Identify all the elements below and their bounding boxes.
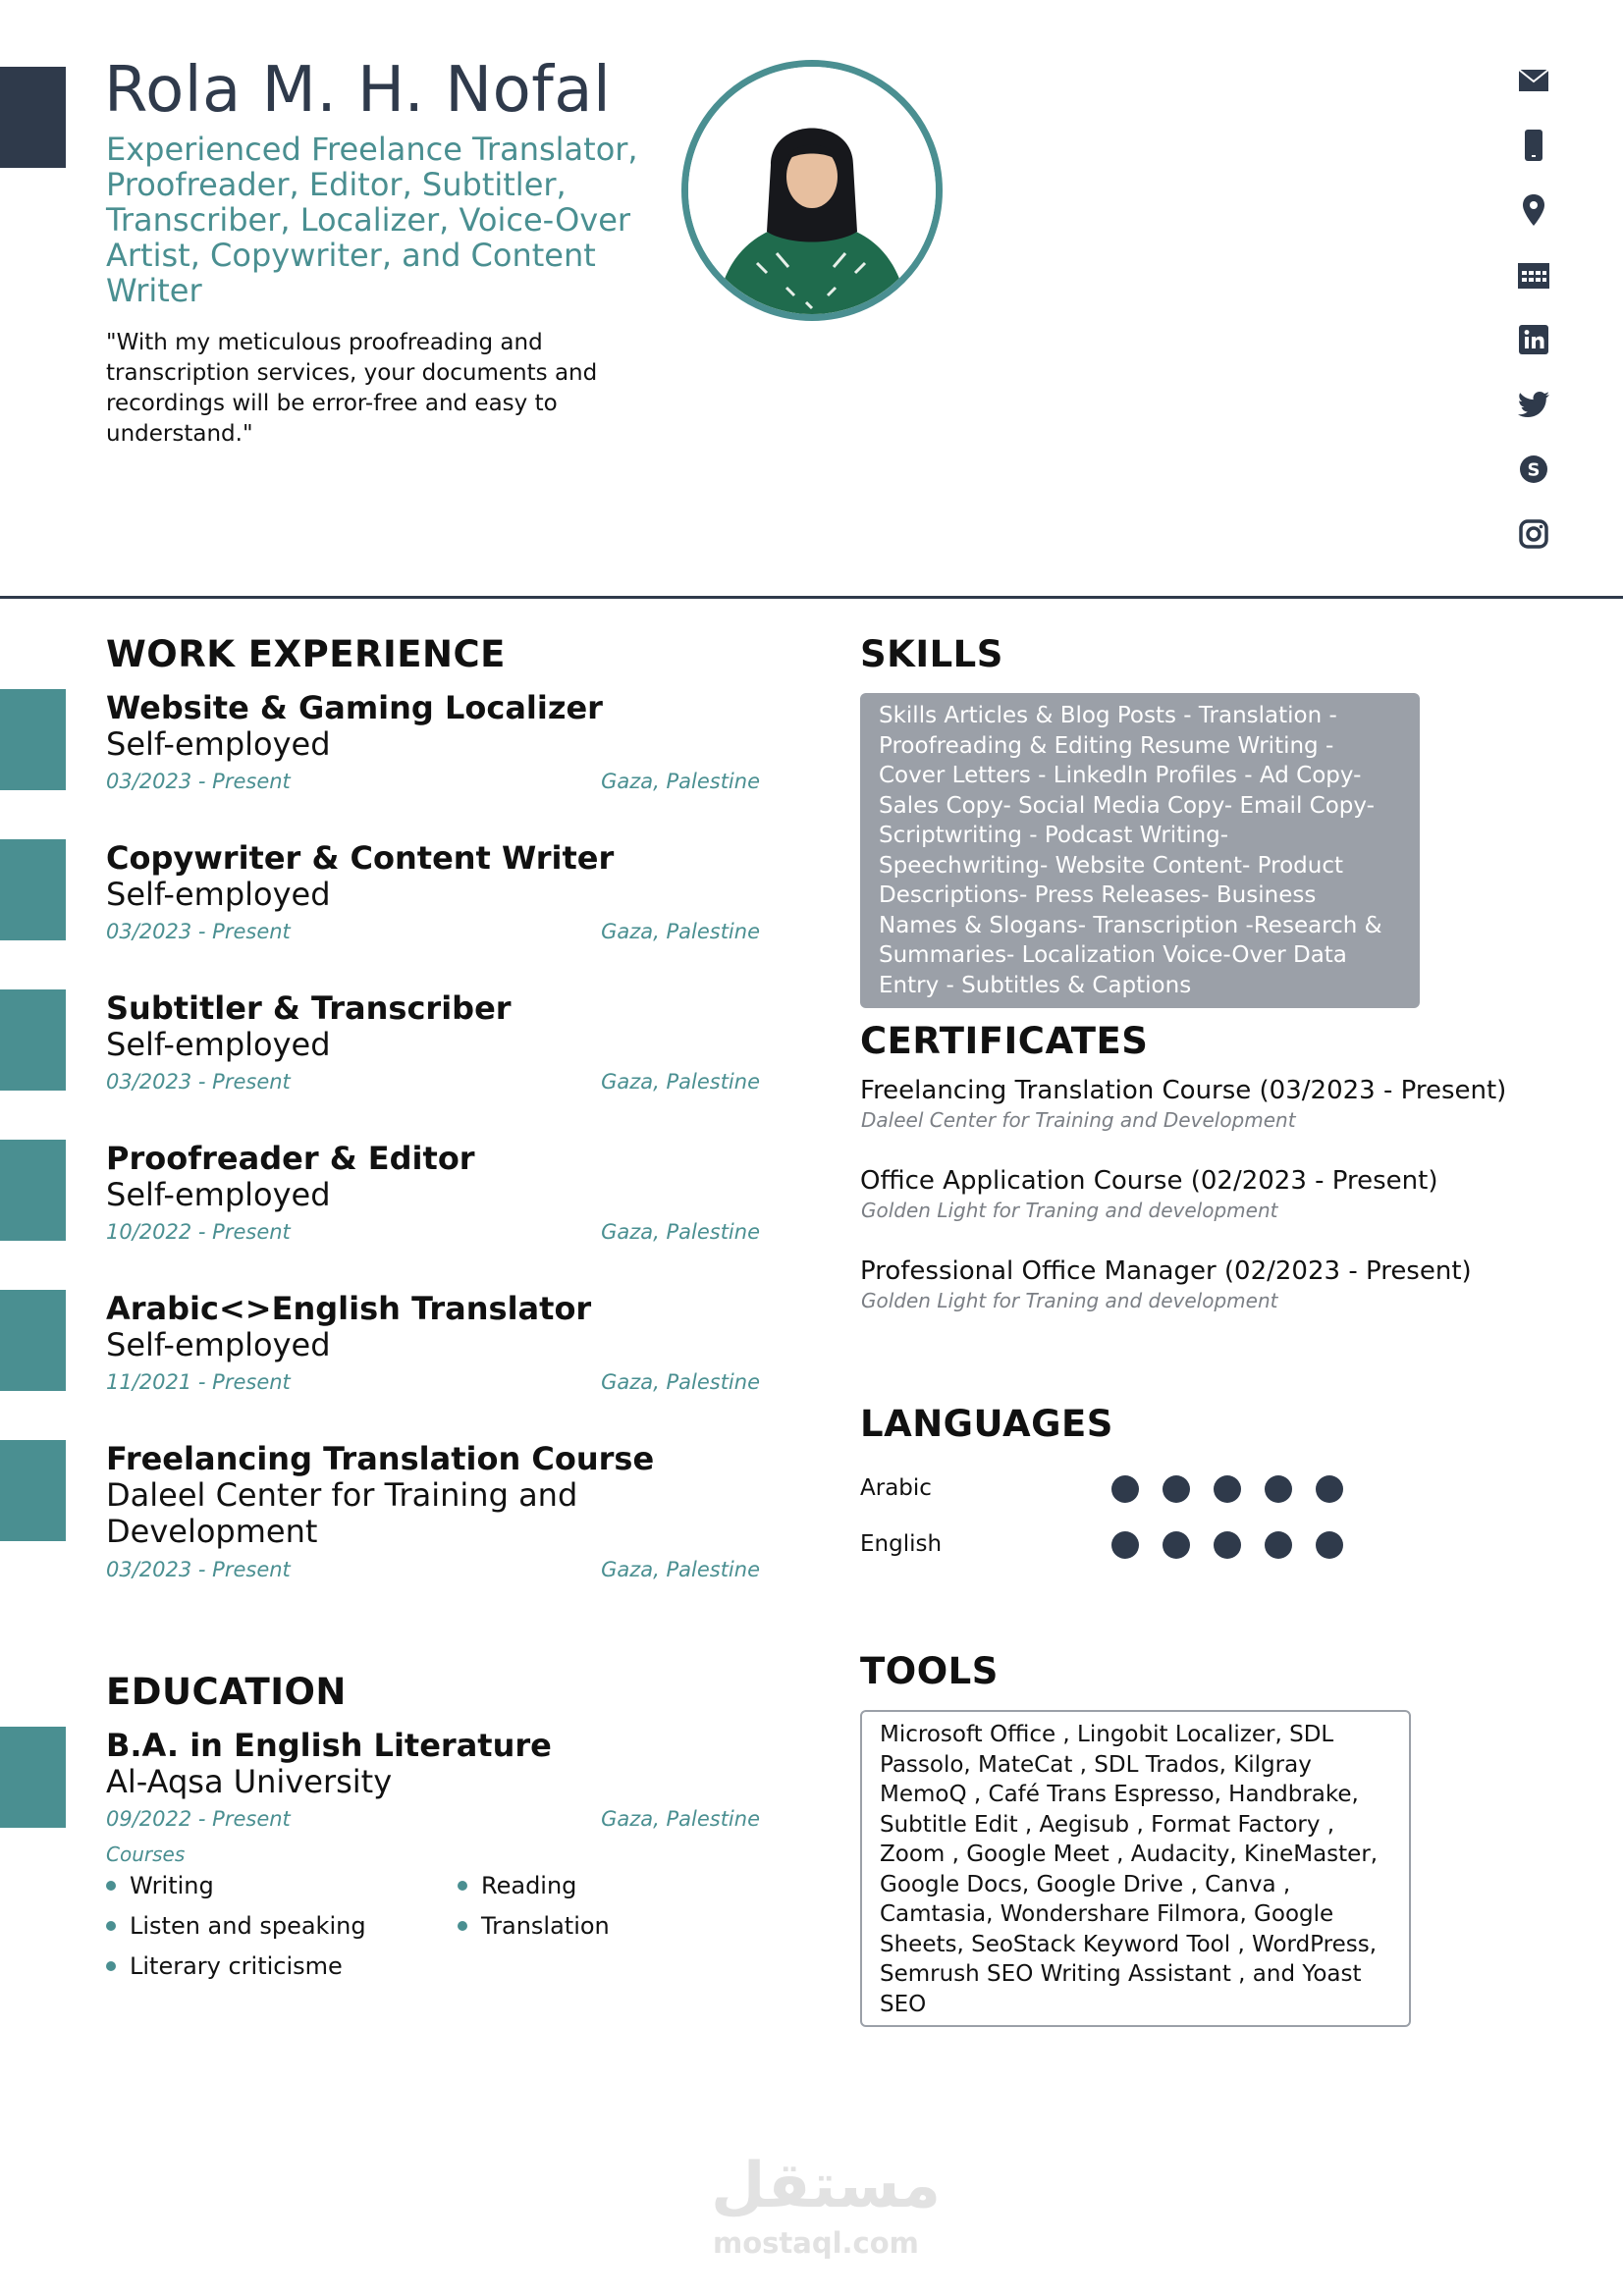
experience-org: Self-employed [106,725,331,763]
experience-role: Arabic<>English Translator [106,1290,592,1327]
education-date: 09/2022 - Present [106,1807,291,1831]
experience-accent-bar [0,1140,66,1241]
education-location: Gaza, Palestine [601,1807,760,1831]
experience-item [0,989,766,1097]
course-item [458,1912,610,1940]
header-accent-bar [0,67,66,168]
experience-item [0,1140,766,1248]
envelope-icon[interactable] [1514,61,1553,100]
experience-item [0,1440,766,1587]
course-item [458,1872,576,1899]
education-degree: B.A. in English Literature [106,1727,552,1764]
bullet-icon [106,1961,116,1971]
watermark-logo-arabic: مستقل [711,2150,942,2222]
language-level-dots [1111,1475,1343,1503]
header-divider [0,596,1623,599]
candidate-headline: Experienced Freelance Translator, Proofreader, Editor, Subtitler, Transcriber, Localizer, Voice-Over Artist, Copywriter, and Content Writer [106,131,638,309]
experience-date: 11/2021 - Present [106,1370,291,1394]
experience-accent-bar [0,1290,66,1391]
experience-org: Daleel Center for Training and Development [106,1476,578,1550]
courses-label: Courses [106,1842,186,1866]
languages-title: LANGUAGES [860,1403,1113,1445]
certificate-issuer: Golden Light for Traning and development [861,1289,1278,1312]
bullet-icon [458,1881,467,1891]
experience-date: 03/2023 - Present [106,770,291,793]
experience-date: 03/2023 - Present [106,1558,291,1581]
experience-accent-bar [0,689,66,790]
experience-date: 10/2022 - Present [106,1220,291,1244]
language-level-dot [1214,1475,1241,1503]
course-label: Literary criticisme [130,1952,343,1980]
education-item [0,1727,766,1835]
experience-date: 03/2023 - Present [106,920,291,943]
profile-photo [681,60,943,321]
language-level-dot [1163,1475,1190,1503]
work-experience-title: WORK EXPERIENCE [106,633,506,675]
course-label: Writing [130,1872,214,1899]
experience-org: Self-employed [106,1176,331,1213]
language-level-dots [1111,1531,1343,1559]
watermark-logo-url: mostaql.com [713,2226,919,2260]
certificate-name: Professional Office Manager (02/2023 - Present) [860,1256,1472,1286]
course-label: Translation [481,1912,610,1940]
certificate-issuer: Golden Light for Traning and development [861,1199,1278,1222]
course-item [106,1912,366,1940]
course-label: Listen and speaking [130,1912,366,1940]
language-level-dot [1214,1531,1241,1559]
language-level-dot [1265,1475,1292,1503]
certificate-name: Freelancing Translation Course (03/2023 - Present) [860,1076,1507,1105]
language-name: English [860,1531,943,1557]
mobile-phone-icon[interactable] [1514,126,1553,165]
language-level-dot [1163,1531,1190,1559]
experience-item [0,1290,766,1398]
education-title: EDUCATION [106,1671,347,1713]
experience-location: Gaza, Palestine [601,1220,760,1244]
experience-role: Subtitler & Transcriber [106,989,512,1027]
location-pin-icon[interactable] [1514,190,1553,230]
language-level-dot [1111,1475,1139,1503]
skills-box: Skills Articles & Blog Posts - Translation - Proofreading & Editing Resume Writing - Cover Letters - LinkedIn Profiles - Ad Copy- Sales Copy- Social Media Copy- Email Copy- Scriptwriting - Podcast Writing- Speechwriting- Website Content- Product Descriptions- Press Releases- Business Names & Slogans- Transcription -Research & Summaries- Localization Voice-Over Data Entry - Subtitles & Captions [860,693,1420,1008]
language-name: Arabic [860,1475,932,1501]
education-school: Al-Aqsa University [106,1763,393,1800]
tools-box: Microsoft Office , Lingobit Localizer, SDL Passolo, MateCat , SDL Trados, Kilgray MemoQ , Café Trans Espresso, Handbrake, Subtitle Edit , Aegisub , Format Factory , Zoom , Google Meet , Audacity, KineMaster, Google Docs, Google Drive , Canva , Camtasia, Wondershare Filmora, Google Sheets, SeoStack Keyword Tool , WordPress, Semrush SEO Writing Assistant , and Yoast SEO [860,1710,1411,2027]
twitter-icon[interactable] [1514,385,1553,424]
language-level-dot [1316,1475,1343,1503]
experience-location: Gaza, Palestine [601,1070,760,1094]
bullet-icon [458,1921,467,1931]
experience-role: Proofreader & Editor [106,1140,475,1177]
contact-icons [1514,61,1553,579]
certificate-issuer: Daleel Center for Training and Development [861,1108,1296,1132]
experience-location: Gaza, Palestine [601,1370,760,1394]
experience-role: Website & Gaming Localizer [106,689,603,726]
language-level-dot [1265,1531,1292,1559]
tools-title: TOOLS [860,1650,999,1692]
experience-date: 03/2023 - Present [106,1070,291,1094]
candidate-name: Rola M. H. Nofal [104,54,612,127]
bullet-icon [106,1921,116,1931]
experience-location: Gaza, Palestine [601,1558,760,1581]
experience-role: Copywriter & Content Writer [106,839,615,877]
experience-accent-bar [0,989,66,1091]
experience-location: Gaza, Palestine [601,920,760,943]
experience-org: Self-employed [106,1326,331,1363]
language-level-dot [1316,1531,1343,1559]
skills-title: SKILLS [860,633,1003,675]
experience-item [0,839,766,947]
course-item [106,1952,343,1980]
experience-item [0,689,766,797]
instagram-icon[interactable] [1514,514,1553,554]
experience-accent-bar [0,1440,66,1541]
experience-org: Self-employed [106,876,331,913]
certificate-name: Office Application Course (02/2023 - Present) [860,1166,1438,1196]
linkedin-icon[interactable] [1514,320,1553,359]
course-item [106,1872,214,1899]
experience-role: Freelancing Translation Course [106,1440,655,1477]
calendar-icon[interactable] [1514,255,1553,294]
certificates-title: CERTIFICATES [860,1020,1149,1062]
skype-icon[interactable] [1514,450,1553,489]
language-level-dot [1111,1531,1139,1559]
education-accent-bar [0,1727,66,1828]
course-label: Reading [481,1872,577,1899]
experience-location: Gaza, Palestine [601,770,760,793]
experience-accent-bar [0,839,66,940]
bullet-icon [106,1881,116,1891]
candidate-quote: "With my meticulous proofreading and transcription services, your documents and recordings will be error-free and easy to understand." [106,330,598,447]
svg-text:S: S [1527,459,1541,481]
experience-org: Self-employed [106,1026,331,1063]
